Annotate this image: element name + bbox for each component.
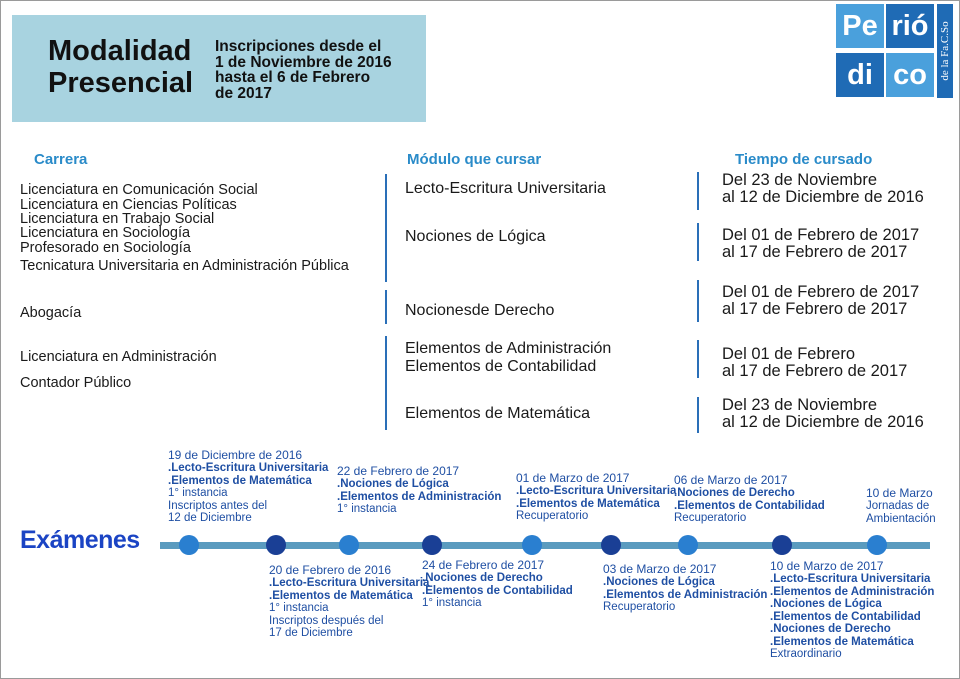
module-item: Lecto-Escritura Universitaria xyxy=(405,180,606,197)
event-date: 20 de Febrero de 2016 xyxy=(269,563,392,577)
event-note: 12 de Diciembre xyxy=(168,512,252,524)
period-line: Del 01 de Febrero de 2017 xyxy=(722,283,920,301)
event-date: 22 de Febrero de 2017 xyxy=(337,464,460,478)
period-line: Del 01 de Febrero xyxy=(722,345,855,363)
info-line: hasta el 6 de Febrero xyxy=(215,69,371,86)
exam-event xyxy=(603,563,767,614)
event-note: 1° instancia xyxy=(269,602,329,614)
module-item: Elementos de Administración xyxy=(405,340,612,357)
event-date: 19 de Diciembre de 2016 xyxy=(168,448,303,462)
period-item xyxy=(722,284,919,317)
exams-title: Exámenes xyxy=(20,526,140,554)
event-subject: .Elementos de Matemática xyxy=(516,497,660,510)
exam-event xyxy=(422,559,573,610)
period-line: Del 23 de Noviembre xyxy=(722,396,877,414)
period-line: al 17 de Febrero de 2017 xyxy=(722,242,908,261)
event-subject: .Elementos de Contabilidad xyxy=(422,584,573,597)
module-item: Elementos de Matemática xyxy=(405,405,590,422)
career-item: Licenciatura en Comunicación Social xyxy=(20,182,258,198)
period-line: Del 23 de Noviembre xyxy=(722,171,877,189)
event-date: 24 de Febrero de 2017 xyxy=(422,558,545,572)
event-subject: .Elementos de Administración xyxy=(770,585,935,598)
module-divider xyxy=(385,290,387,324)
exam-event xyxy=(516,472,676,523)
period-divider xyxy=(697,280,699,322)
page-title xyxy=(48,35,193,99)
event-subject: .Nociones de Derecho xyxy=(770,623,891,635)
event-note: 1° instancia xyxy=(422,597,482,609)
period-line: Del 01 de Febrero de 2017 xyxy=(722,226,920,244)
title-line-2: Presencial xyxy=(48,67,194,99)
career-item: Licenciatura en Ciencias Políticas xyxy=(20,197,237,213)
career-item: Tecnicatura Universitaria en Administración Pública xyxy=(20,258,349,274)
period-item xyxy=(722,346,907,379)
event-note: Ambientación xyxy=(866,512,936,525)
event-note: Inscriptos después del xyxy=(269,614,384,627)
info-line: 1 de Noviembre de 2016 xyxy=(215,53,392,71)
logo-cell: rió xyxy=(886,4,934,48)
timeline-dot xyxy=(522,535,542,555)
exam-event xyxy=(168,449,328,525)
event-subject: .Elementos de Matemática xyxy=(770,635,914,648)
event-date: 03 de Marzo de 2017 xyxy=(603,562,717,576)
event-note: Inscriptos antes del xyxy=(168,499,268,512)
module-item: Nocionesde Derecho xyxy=(405,302,555,319)
event-subject: .Elementos de Matemática xyxy=(168,474,312,487)
period-line: al 12 de Diciembre de 2016 xyxy=(722,187,924,206)
exam-event xyxy=(337,465,501,516)
period-divider xyxy=(697,223,699,261)
info-line: Inscripciones desde el xyxy=(215,38,382,55)
event-note: 1° instancia xyxy=(168,487,228,499)
event-date: 01 de Marzo de 2017 xyxy=(516,471,630,485)
career-item: Profesorado en Sociología xyxy=(20,240,191,256)
event-subject: .Elementos de Administración xyxy=(337,490,502,503)
event-subject: .Lecto-Escritura Universitaria xyxy=(770,573,931,585)
timeline-dot xyxy=(339,535,359,555)
event-subject: .Nociones de Lógica xyxy=(337,478,449,490)
period-column-heading: Tiempo de cursado xyxy=(735,151,873,168)
logo-side-text: de la Fa.C.So xyxy=(939,21,951,81)
module-column-heading: Módulo que cursar xyxy=(407,151,542,168)
event-note: Jornadas de xyxy=(866,500,930,512)
timeline-dot xyxy=(179,535,199,555)
event-subject: .Nociones de Derecho xyxy=(422,572,543,584)
event-note: 1° instancia xyxy=(337,503,397,515)
timeline-dot xyxy=(678,535,698,555)
module-item: Nociones de Lógica xyxy=(405,228,546,245)
event-subject: .Elementos de Contabilidad xyxy=(674,499,825,512)
career-item: Licenciatura en Sociología xyxy=(20,225,191,241)
timeline-dot xyxy=(867,535,887,555)
event-note: Recuperatorio xyxy=(674,512,747,524)
header-banner xyxy=(12,15,426,122)
period-line: al 17 de Febrero de 2017 xyxy=(722,299,908,318)
event-subject: .Lecto-Escritura Universitaria xyxy=(168,462,329,474)
exam-event xyxy=(866,487,936,525)
event-subject: .Lecto-Escritura Universitaria xyxy=(516,485,677,497)
module-divider xyxy=(385,174,387,282)
career-item: Licenciatura en Administración xyxy=(20,349,217,365)
period-line: al 12 de Diciembre de 2016 xyxy=(722,412,924,431)
timeline-dot xyxy=(422,535,442,555)
exam-event xyxy=(770,560,934,661)
periodico-logo xyxy=(836,4,953,98)
career-item: Abogacía xyxy=(20,305,82,321)
event-subject: .Nociones de Lógica xyxy=(770,598,882,610)
event-note: Extraordinario xyxy=(770,648,842,660)
timeline-dot xyxy=(601,535,621,555)
logo-cell: Pe xyxy=(836,4,884,48)
event-date: 06 de Marzo de 2017 xyxy=(674,473,788,487)
event-subject: .Nociones de Lógica xyxy=(603,576,715,588)
logo-side-strip xyxy=(937,4,953,98)
event-date: 10 de Marzo de 2017 xyxy=(770,559,884,573)
period-divider xyxy=(697,340,699,378)
period-item xyxy=(722,172,924,205)
career-item: Licenciatura en Trabajo Social xyxy=(20,211,215,227)
event-subject: .Elementos de Matemática xyxy=(269,589,413,602)
event-subject: .Lecto-Escritura Universitaria xyxy=(269,577,430,589)
exam-event xyxy=(269,564,429,640)
career-column-heading: Carrera xyxy=(34,151,88,168)
period-item xyxy=(722,227,919,260)
period-divider xyxy=(697,172,699,210)
logo-cell: di xyxy=(836,53,884,97)
inscription-info xyxy=(215,39,392,101)
event-note: 17 de Diciembre xyxy=(269,627,353,639)
period-item xyxy=(722,397,924,430)
timeline-dot xyxy=(772,535,792,555)
career-item: Contador Público xyxy=(20,375,132,391)
logo-cell: co xyxy=(886,53,934,97)
info-line: de 2017 xyxy=(215,84,272,102)
event-subject: .Elementos de Administración xyxy=(603,588,768,601)
module-divider xyxy=(385,336,387,430)
title-line-1: Modalidad xyxy=(48,35,192,67)
event-subject: .Elementos de Contabilidad xyxy=(770,610,921,623)
event-date: 10 de Marzo xyxy=(866,486,933,500)
event-subject: .Nociones de Derecho xyxy=(674,487,795,499)
timeline-dot xyxy=(266,535,286,555)
module-item: Elementos de Contabilidad xyxy=(405,358,597,375)
exam-event xyxy=(674,474,825,525)
event-note: Recuperatorio xyxy=(603,601,676,613)
period-divider xyxy=(697,397,699,433)
period-line: al 17 de Febrero de 2017 xyxy=(722,361,908,380)
event-note: Recuperatorio xyxy=(516,510,589,522)
